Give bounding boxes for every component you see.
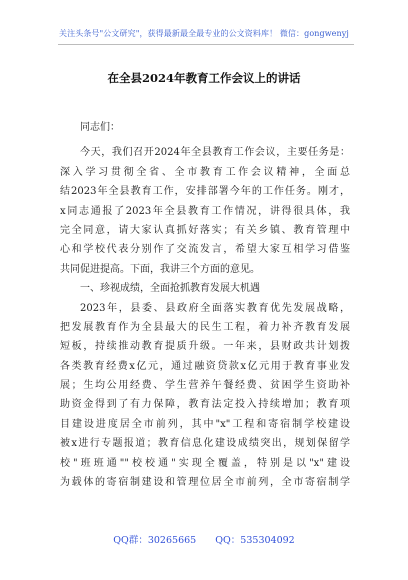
section-heading: 一、珍视成绩，全面抢抓教育发展大机遇: [80, 283, 260, 295]
text-line: 2023年，县委、县政府全面落实教育优先发展战略，: [80, 302, 350, 314]
text-line: 助资金得到了有力保障，教育法定投入持续增加；教育项: [60, 399, 350, 411]
text-line: 完全同意，请大家认真抓好落实；有关乡镇、教育管理中: [60, 224, 350, 236]
text-line: 深入学习贯彻全省、全市教育工作会议精神，全面总: [60, 166, 350, 178]
text-line: 今天，我们召开2024年全县教育工作会议，主要任务是：: [80, 147, 350, 159]
text-line: x同志通报了2023年全县教育工作情况，讲得很具体，我: [60, 205, 350, 217]
text-line: 校"班班通""校校通"实现全覆盖，特别是以"x"建设: [60, 457, 350, 469]
document-body: [60, 118, 350, 492]
text-line: 展；生均公用经费、学生营养午餐经费、贫困学生资助补: [60, 380, 350, 392]
footer-contacts: [0, 532, 408, 546]
document-title: 在全县2024年教育工作会议上的讲话: [107, 71, 301, 85]
text-line: 心和学校代表分别作了交流发言，希望大家互相学习借鉴: [60, 244, 350, 256]
paragraph-lines: [60, 143, 350, 492]
text-line: 为载体的寄宿制建设和管理位居全市前列，全市寄宿制学: [60, 477, 350, 489]
text-line: 结2023年全县教育工作，安排部署今年的工作任务。刚才，: [60, 186, 350, 198]
text-line: 短板，持续推动教育提质升级。一年来，县财政共计划拨: [60, 341, 350, 353]
text-line: 目建设进度居全市前列，其中"x"工程和寄宿制学校建设: [60, 418, 350, 430]
footer-qq-group: QQ群：30265665: [113, 535, 197, 546]
header-divider: [58, 44, 354, 45]
salutation: 同志们：: [80, 122, 120, 133]
text-line: 被x进行专题报道；教育信息化建设成绩突出，规划保留学: [60, 438, 350, 450]
text-line: 各类教育经费x亿元，通过融资贷款x亿元用于教育事业发: [60, 360, 350, 372]
text-line: 共同促进提高。下面，我讲三个方面的意见。: [60, 263, 260, 275]
header-promo-note: 关注头条号"公文研究"，获得最新最全最专业的公文资料库！ 微信：gongwenyj: [59, 29, 349, 38]
footer-qq-number: QQ：535304092: [215, 535, 295, 546]
text-line: 把发展教育作为全县最大的民生工程，着力补齐教育发展: [60, 321, 350, 333]
